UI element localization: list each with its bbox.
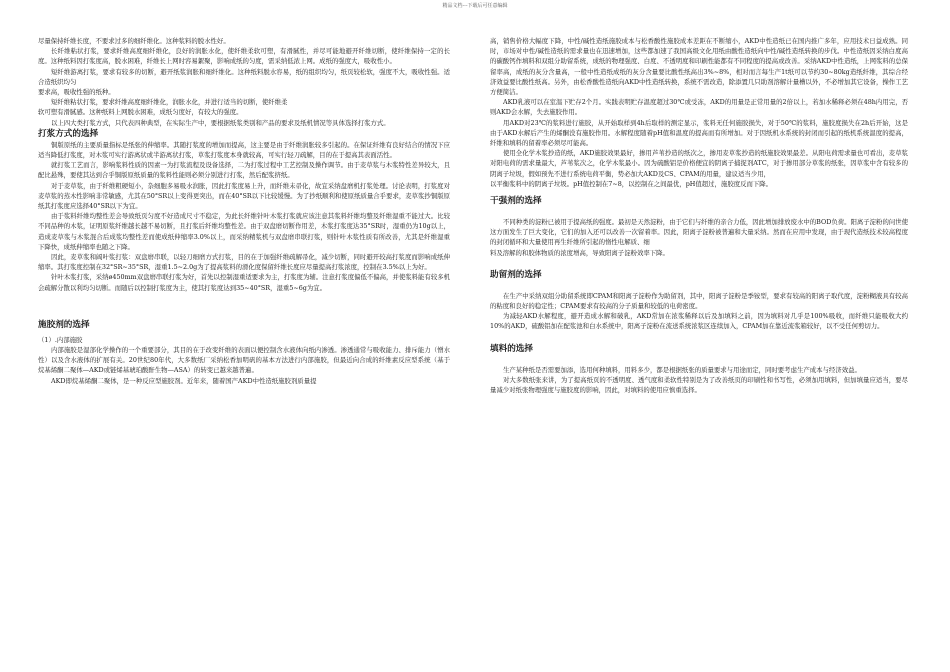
retention-paragraph-2: 为减轻AKD水解程度，避开造成水解和破乳，AKD常加在浓浆稀释以后及加填料之前，因为填料对几乎是100%吸收，而纤维只能吸收大约10%的AKD，硫酸铝加在配浆池和白水系统中，阳离子淀粉在流送系统浓浆区连续加入，CPAM加在靠近流浆箱较好，以不受任何剪切力。 bbox=[490, 312, 908, 331]
sizing-paragraph-1: 内部施胶是湿部化学操作的一个重要部分，其目的在于改变纤维的表面以便控制含水液体向纸内渗透。渗透通常与吸收能力、排斥能力（憎水性）以及含水液体的扩展有关。20世纪80年代，大多数纸厂采纳松香加明矾的基本方法进行内部施胶，但最近向合成的纤维素反应型系统（基于烷基烯酮二聚体—AKD或链烯基琥珀酸酐生物—ASA）的转变已越来越普遍。 bbox=[38, 346, 450, 375]
beating-paragraph-6: 针叶木浆打浆，采纳ø450mm双盘磨串联打浆为好，首先以控制湿重适要求为主，打浆度为辅。注意打浆度偏低不偏高，并使浆料能有较多机会疏解分散以利均匀切断。而随后以控制打浆度为主，使其打浆度达到35~40°SR，湿重5~6g为宜。 bbox=[38, 273, 450, 292]
left-column bbox=[38, 36, 450, 386]
right-column bbox=[490, 36, 908, 395]
intro-paragraph-4: 要求高，吸收性强的纸种。 bbox=[38, 88, 115, 97]
filler-paragraph-1: 生产某种纸是否需要加添，选用何种填料，用料多少，都是根据纸张的质量要求与用途而定，同时要考虑生产成本与经济效益。 bbox=[503, 365, 861, 374]
beating-paragraph-5: 因此，麦草浆和阔叶浆打浆：双盘磨串联，以轻刀细磨方式打浆，目的在于加强纤维疏解帚化，减少切断，同时避开较高打浆度而影响成纸伸缩率。其打浆度控制在32°SR~35°SR，湿重1.5~2.0g为了提高浆料的滑化度保留纤维长度应尽量提高打浆浓度，控制在3.5%以上为好。 bbox=[38, 253, 450, 272]
section-title-retention-aid: 助留剂的选择 bbox=[490, 269, 542, 280]
akd-paragraph-4: 使用全化学木浆抄造的纸，AKD施胶效果最好，掺用芦苇抄造的纸次之，掺用麦草浆抄造的纸施胶效果最差。从阳电荷需求量也可看出，麦草浆对阳电荷的需求量最大，芦苇浆次之，化学木浆最小。因为硫酸铝是价格便宜的阴离子捕捉剂ATC，对于掺用部分草浆的纸张，因草浆中含有较多的阴离子垃圾，假如预先不进行系统电荷平衡，势必加大AKD及CS、CPAM的用量，建议适当少用， bbox=[490, 149, 908, 178]
dry-strength-paragraph-2: 料及溶解的和胶体物质的浓度增高，导致阳离子淀粉效率下降。 bbox=[490, 248, 669, 257]
akd-paragraph-3: 用AKD对23℃的浆料进行施胶，从开始取样到4h后取样的测定显示，浆料无任何施胶损失，对于50℃的浆料，施胶度损失在2h后开始，这是由于AKD水解后产生的烯酮没有施胶作用。水解程度随着pH值和温度的提高而有所增加。对于因纸机水系统的封闭而引起的纸机系统温度的提高，纤维和填料的留着率必须尽可能高。 bbox=[490, 118, 908, 148]
beating-paragraph-3: 对于麦草浆，由于纤维粗硬短小，杂细胞多易吸水润胀，因此打浆度易上升，而纤维未帚化，故宜采纳盘磨机打浆处理。讨论表明，打浆度对麦草浆的蒸木性影响非常敏感，尤其在50°SR以上变得更突出，而在40°SR以下比较缓慢。为了抄纸顺利和使原纸质量合乎要求，麦草浆抄铜版原纸其打浆度应选择40°SR以下为宜。 bbox=[38, 181, 450, 211]
intro-paragraph-6: 软可塑有滑腻感。这种纸料上网脱水困难，成纸匀度好，有较大的强度。 bbox=[38, 108, 243, 117]
intro-paragraph-5: 短纤维粘状打浆，要求纤维高度细纤维化，润胀水化，并进行适当的切断，使纤维柔 bbox=[51, 98, 288, 107]
section-title-beating: 打浆方式的选择 bbox=[38, 128, 99, 139]
beating-paragraph-2: 就打浆工艺而言，影响浆料性质的因素一为打浆流程及设备选择，二为打浆过程中工艺控制及操作调节。由于麦草浆与木浆特性差异较大，且配比悬殊，要使其达到合乎铜版原纸质量的浆料性能则必须分别进行打浆，然后配浆挤纸。 bbox=[38, 161, 450, 180]
intro-paragraph-7: 以上四大类打浆方式，只代表四种典型，在实际生产中，要根据纸浆类别和产品的要求及纸机情况等具体选择打浆方式。 bbox=[51, 118, 390, 127]
section-title-dry-strength: 干强剂的选择 bbox=[490, 196, 542, 207]
beating-paragraph-4: 由于浆料纤维均整性差会导致纸页匀度不好造成尺寸不稳定，为此长纤维针叶木浆打浆就应该注意其浆料纤维均整及纤维湿重不能过大。比较不同品种的木浆，证明原浆纤维越长越不易切断，且打浆后纤维均整性差。由于双盘磨切断作用差，木浆打浆度达35°SR时，湿重仍为10g以上，造成麦草浆与木浆混合后成浆均整性差而使成纸伸缩率3.0%以上，而采纳精浆机与双盘磨串联打浆，则针叶木浆性质有所改善，尤其是纤维湿重下降快，成纸伸缩率也随之下降。 bbox=[38, 212, 450, 251]
akd-paragraph-2: AKD乳液可以在室温下贮存2个月。实践表明贮存温度超过30℃或受冻，AKD的用量是正常用量的2倍以上，若加水稀释必须在48h内用完，否则AKD会水解，失去施胶作用。 bbox=[490, 98, 908, 117]
sizing-paragraph-2: AKD即烷基烯酮二聚体，是一种反应型施胶剂。近年来，随着国产AKD中性造纸施胶剂质量提 bbox=[51, 376, 317, 385]
beating-paragraph-1: 铜版原纸的主要质量指标是纸张的伸缩率。其随打浆度的增加而提高，这主要是由于纤维润胀较多引起的。在保证纤维有良好结合的情况下应适当降低打浆度，对木浆可实行游离状或半游离状打浆，草浆打浆度本身就较高，可实行轻刀疏解，目的在于提高其表面活性。 bbox=[38, 140, 450, 160]
section-title-sizing-agent: 施胶剂的选择 bbox=[38, 319, 90, 330]
sizing-subheading: （1）.内部施胶 bbox=[38, 335, 83, 344]
dry-strength-paragraph-1: 不同种类的淀粉已被用于提高纸的强度。最初是天然淀粉，由于它们与纤维的亲合力低，因此增加排放废水中的BOD负荷。阳离子淀粉的问世使这方面发生了巨大变化，它们的加入还可以改善一次留着率。因此，阳离子淀粉被普遍和大量采纳。然而在应用中发现，由于现代造纸技术较高程度的封闭循环和大量使用再生纤维所引起的惰性电解质、细 bbox=[490, 218, 909, 247]
intro-paragraph-1: 尽量保持纤维长度，不要求过多的细纤维化。这种浆料的脱水性好。 bbox=[38, 37, 230, 45]
intro-paragraph-3: 短纤维游离打浆，要求有较多的切断，避开纸浆润胀和细纤维化。这种纸料脱水容易，纸的组织均匀，纸页较松软，强度不大，吸收性强。适合造纸织均匀 bbox=[38, 67, 450, 86]
section-title-filler: 填料的选择 bbox=[490, 343, 533, 354]
intro-paragraph-2: 长纤维粘状打浆，要求纤维高度细纤维化，良好的润胀水化，使纤维柔软可塑，有滑腻性，并尽可能地避开纤维切断，使纤维保持一定的长度。这种纸料因打浆度高，脱水困难，纤维长上网时容易絮聚，影响成纸的匀度，需采纳低浓上网。成纸的强度大，吸收性小。 bbox=[38, 47, 450, 66]
header-watermark: 精品文档---下载后可任意编辑 bbox=[442, 3, 508, 9]
filler-paragraph-2: 对大多数纸张来讲，为了提高纸页的不透明度、透气度和柔软性特别是为了改善纸页的印刷性和书写性，必须加用填料，但加填量应适当，要尽量减少对纸张物理强度与施胶度的影响，因此，对填料的使用应慎重选择。 bbox=[490, 375, 908, 395]
retention-paragraph-1: 在生产中采纳双组分助留系统即CPAM和阳离子淀粉作为助留剂，其中，阳离子淀粉是季铵型，要求有较高的阳离子取代度，淀粉糊液具有较高的粘度和良好的稳定性；CPAM要求有较高的分子质量和较低的电荷密度。 bbox=[490, 291, 908, 311]
akd-paragraph-1: 高，销售价格大幅度下降，中性/碱性造纸施胶成本与松香酸性施胶成本差距在不断缩小，AKD中性造纸已在国内推广多年，应用技术日益成熟。同时，市场对中性/碱性造纸的需求量也在迅速增加，这些都加速了我国高级文化用纸由酸性造纸向中性/碱性造纸转换的步伐。中性造纸因采纳白度高的碳酸钙作填料和双组分助留系统，成纸的物理强度、白度、不透明度和印刷性能都有不同程度的提高或改善。采纳AKD中性造纸，上网浆料的总保留率高，成纸的灰分含量高，一般中性造纸成纸的灰分含量要比酸性纸高出3%~8%，相对而言每生产1t纸可以节约30~80kg造纸纤维，其综合经济效益要比酸性纸高。另外，由松香酸性造纸向AKD中性造纸转换，系统不需改造，除添置几只助剂溶解计量槽以外，不必增加其它设备，操作工艺方便简洁。 bbox=[490, 37, 908, 97]
akd-paragraph-5: 以平衡浆料中的阴离子垃圾。pH值控制在7~8，以控制在之间最优，pH值超过，施胶度反而下降。 bbox=[490, 179, 773, 188]
